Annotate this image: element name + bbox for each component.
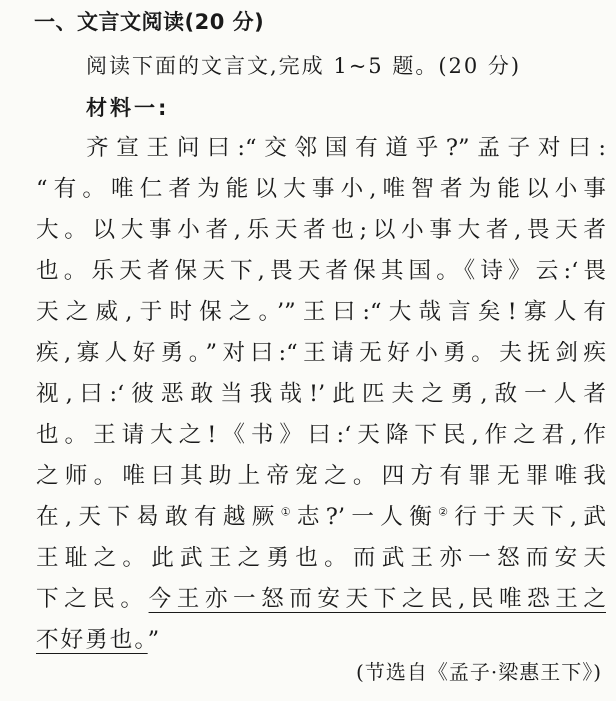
material-title: 材料一: — [86, 96, 170, 120]
source-citation: (节选自《孟子·梁惠王下》) — [356, 660, 602, 684]
passage-line: 疾,寡人好勇。”对曰:“王请无好小勇。夫抚剑疾 — [36, 340, 606, 366]
passage-line: 天之威,于时保之。’”王曰:“大哉言矣!寡人有 — [36, 299, 606, 325]
passage-line: 王耻之。此武王之勇也。而武王亦一怒而安天 — [36, 545, 606, 571]
passage-line: 齐宣王问曰:“交邻国有道乎?”孟子对曰: — [86, 135, 606, 161]
footnote-marker-2: ② — [438, 505, 455, 519]
passage-line: 之师。唯曰其助上帝宠之。四方有罪无罪唯我 — [36, 463, 606, 489]
underlined-sentence-end: 不好勇也。 — [36, 627, 148, 653]
passage — [36, 128, 606, 661]
passage-line — [36, 620, 606, 661]
passage-line: 大。以大事小者,乐天者也;以小事大者,畏天者 — [36, 217, 606, 243]
passage-line: 也。乐天者保天下,畏天者保其国。《诗》云:‘畏 — [36, 258, 606, 284]
passage-line: 视,曰:‘彼恶敢当我哉!’此匹夫之勇,敌一人者 — [36, 381, 606, 407]
line-part: 在,天下曷敢有越厥 — [36, 504, 281, 530]
closing-quote: ” — [147, 627, 162, 653]
line-part: 行于天下,武 — [454, 504, 606, 530]
passage-line: 也。王请大之!《书》曰:‘天降下民,作之君,作 — [36, 422, 606, 448]
line-part: 志?’一人衡 — [296, 504, 439, 530]
section-heading: 一、文言文阅读(20 分) — [34, 10, 265, 34]
line-part: 下之民。 — [36, 586, 149, 612]
instruction-text: 阅读下面的文言文,完成 1~5 题。(20 分) — [86, 54, 522, 78]
underlined-sentence: 今王亦一怒而安天下之民,民唯恐王之 — [148, 586, 606, 612]
passage-line-with-notes — [36, 497, 606, 538]
footnote-marker-1: ① — [280, 505, 297, 519]
passage-line: “有。唯仁者为能以大事小,唯智者为能以小事 — [36, 176, 606, 202]
passage-line — [36, 579, 606, 620]
